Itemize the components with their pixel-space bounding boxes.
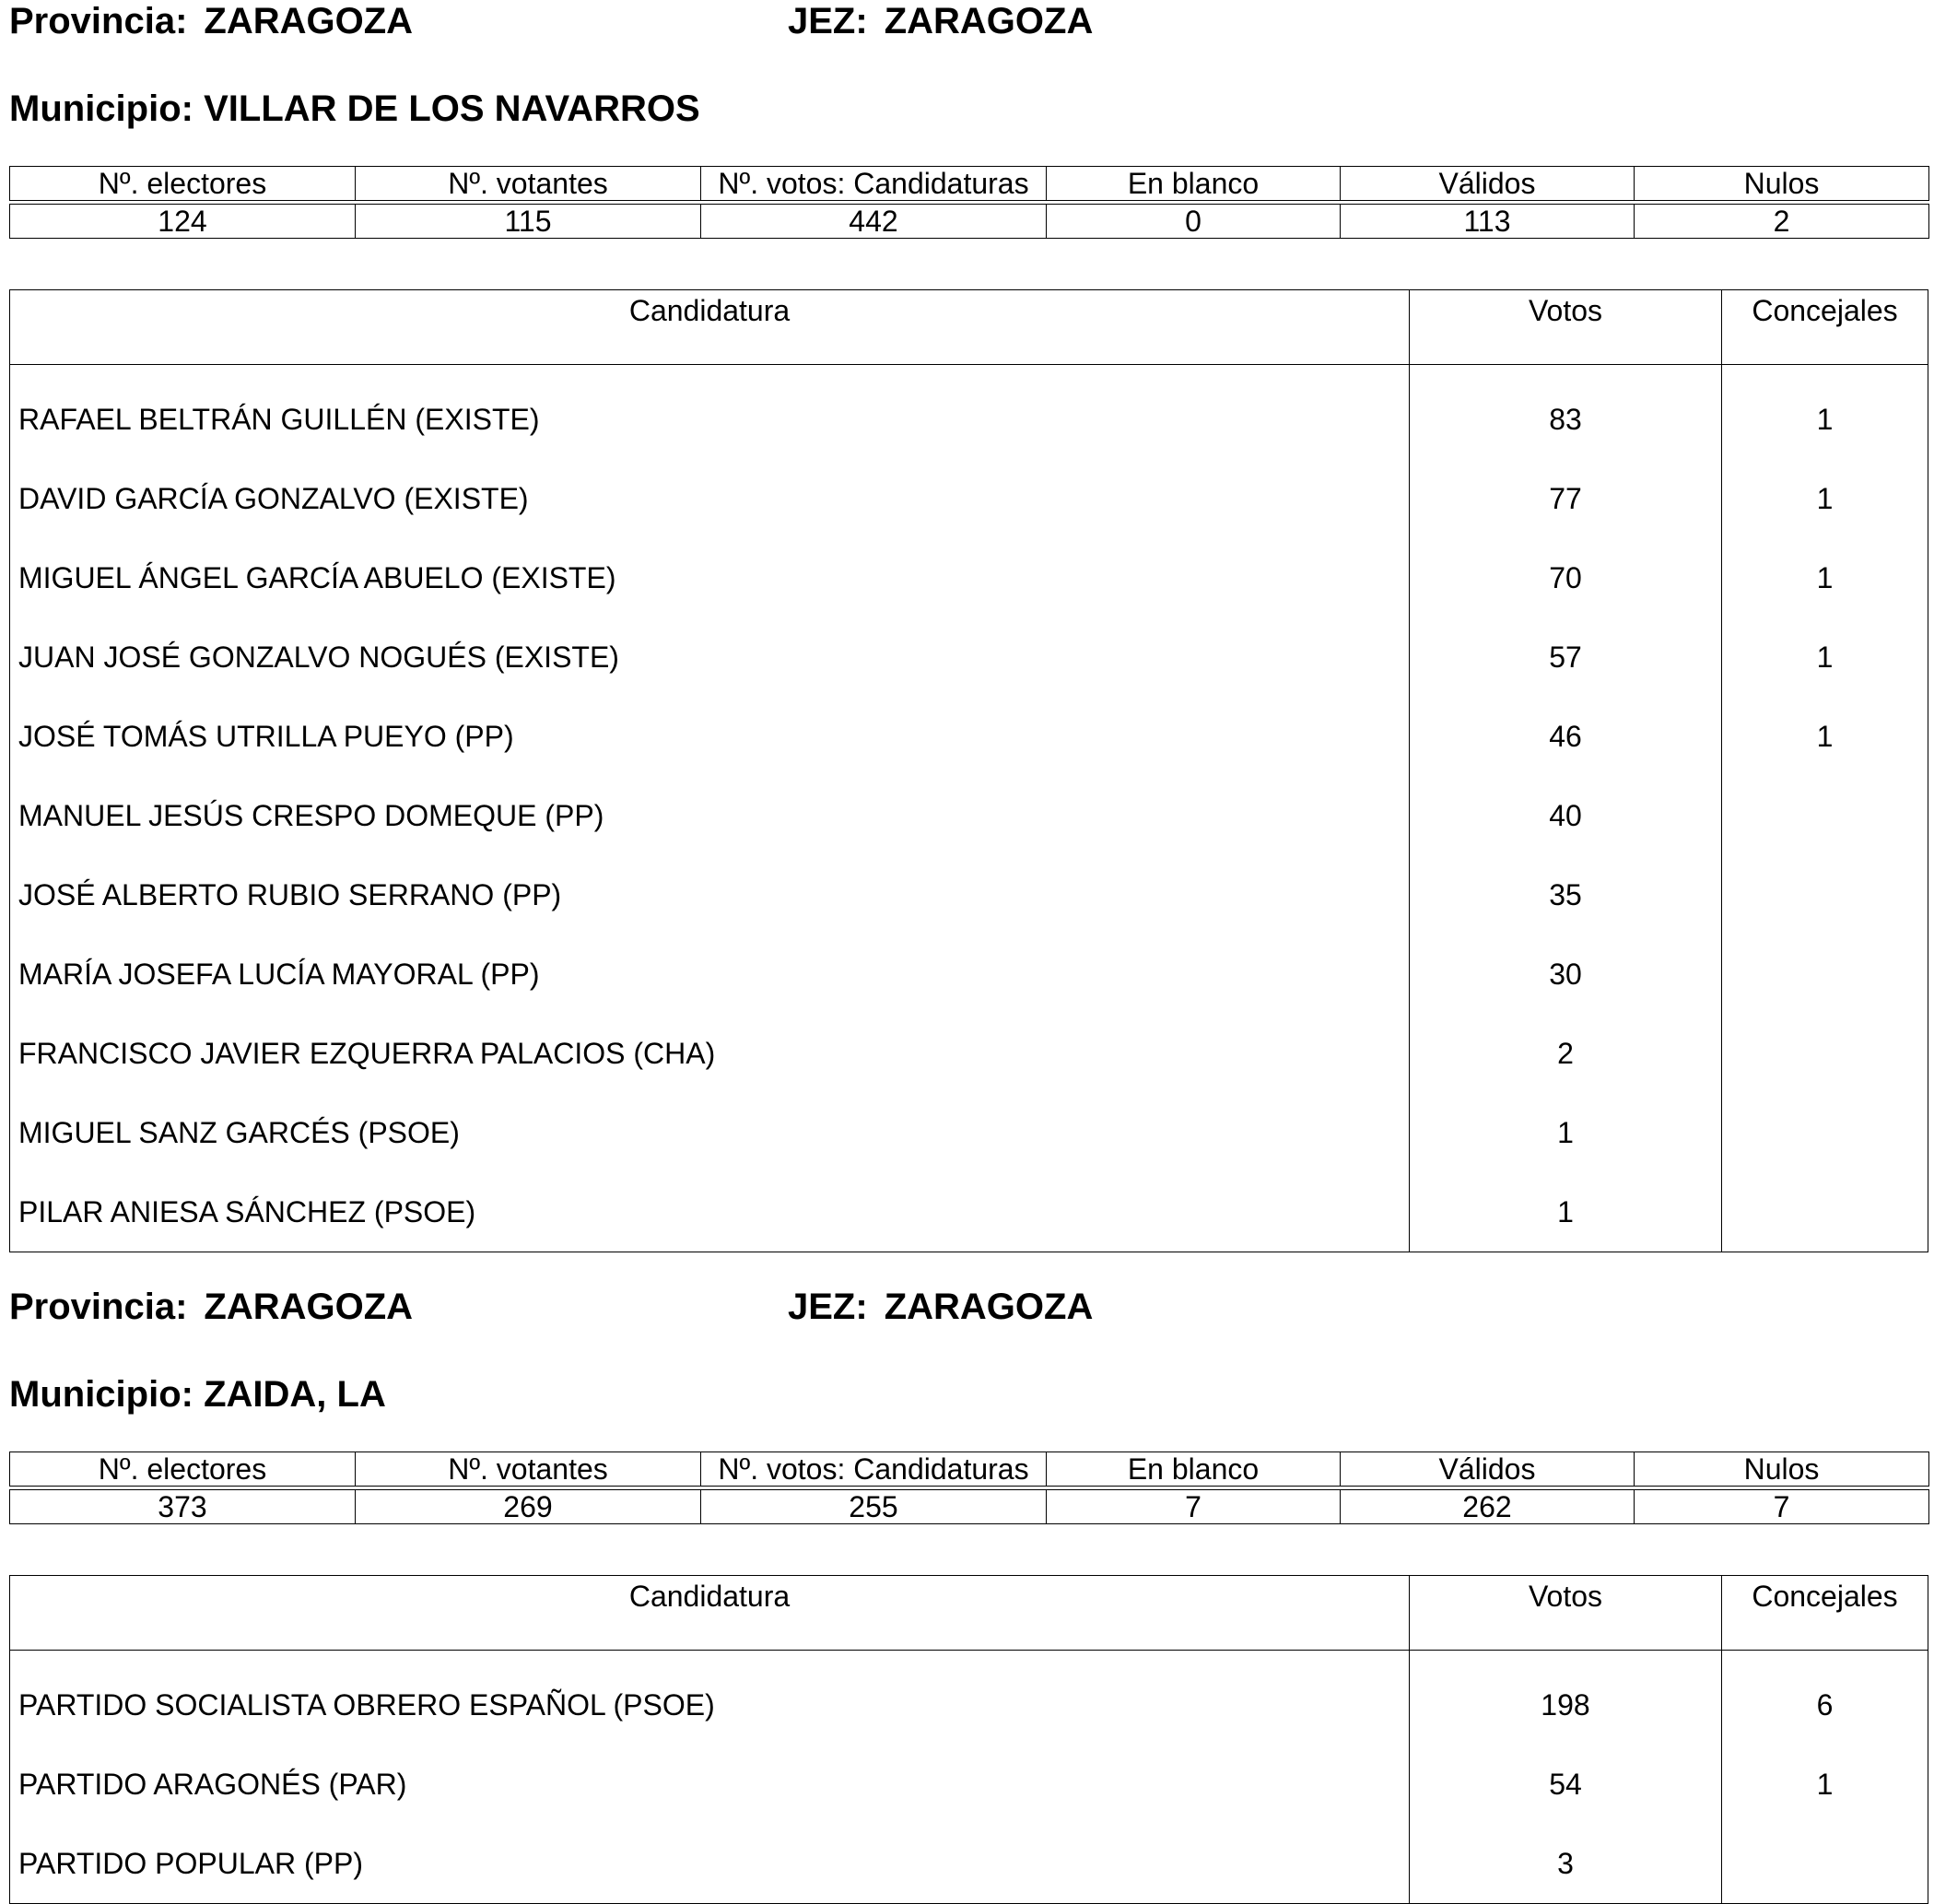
candidate-votes: 77 bbox=[1410, 459, 1722, 538]
candidate-votes: 198 bbox=[1410, 1665, 1722, 1745]
candidate-name: MARÍA JOSEFA LUCÍA MAYORAL (PP) bbox=[10, 934, 1410, 1014]
stats-header-row bbox=[10, 167, 1929, 201]
table-row bbox=[10, 1093, 1928, 1172]
municipio-value: VILLAR DE LOS NAVARROS bbox=[204, 88, 700, 129]
table-row bbox=[10, 934, 1928, 1014]
provincia-label: Provincia: bbox=[9, 1287, 188, 1327]
candidates-table bbox=[9, 1575, 1928, 1904]
stats-header-votantes: Nº. votantes bbox=[356, 167, 701, 201]
table-row bbox=[10, 1745, 1928, 1824]
candidate-name: JOSÉ TOMÁS UTRILLA PUEYO (PP) bbox=[10, 697, 1410, 776]
candidate-name: DAVID GARCÍA GONZALVO (EXISTE) bbox=[10, 459, 1410, 538]
candidate-votes: 35 bbox=[1410, 855, 1722, 934]
candidate-seats: 1 bbox=[1816, 720, 1834, 753]
candidate-votes: 1 bbox=[1410, 1172, 1722, 1252]
municipio-label: Municipio: bbox=[9, 88, 193, 129]
stats-value-validos: 262 bbox=[1341, 1490, 1635, 1524]
stats-value-votos-candidaturas: 442 bbox=[701, 205, 1047, 239]
candidate-seats bbox=[1722, 1014, 1928, 1093]
table-row bbox=[10, 380, 1928, 459]
candidate-name: PARTIDO ARAGONÉS (PAR) bbox=[10, 1745, 1410, 1824]
stats-header-row bbox=[10, 1452, 1929, 1487]
stats-table bbox=[9, 1452, 1929, 1524]
stats-value-row bbox=[10, 205, 1929, 239]
stats-header-votantes: Nº. votantes bbox=[356, 1452, 701, 1487]
candidate-seats: 6 bbox=[1816, 1688, 1834, 1722]
candidates-table bbox=[9, 289, 1928, 1252]
stats-value-row bbox=[10, 1490, 1929, 1524]
municipio-label: Municipio: bbox=[9, 1374, 193, 1415]
header-concejales: Concejales bbox=[1752, 1580, 1898, 1613]
stats-value-electores: 373 bbox=[10, 1490, 356, 1524]
table-row bbox=[10, 1014, 1928, 1093]
candidate-votes: 30 bbox=[1410, 934, 1722, 1014]
provincia-heading bbox=[9, 0, 413, 42]
header-candidatura: Candidatura bbox=[10, 290, 1410, 364]
candidate-name: FRANCISCO JAVIER EZQUERRA PALACIOS (CHA) bbox=[10, 1014, 1410, 1093]
stats-header-votos-candidaturas: Nº. votos: Candidaturas bbox=[701, 167, 1047, 201]
stats-header-en-blanco: En blanco bbox=[1047, 167, 1341, 201]
candidate-name: MIGUEL SANZ GARCÉS (PSOE) bbox=[10, 1093, 1410, 1172]
candidate-votes: 70 bbox=[1410, 538, 1722, 617]
stats-header-electores: Nº. electores bbox=[10, 1452, 356, 1487]
candidate-seats bbox=[1722, 934, 1928, 1014]
stats-header-nulos: Nulos bbox=[1635, 167, 1929, 201]
candidate-name: PARTIDO POPULAR (PP) bbox=[10, 1824, 1410, 1903]
header-candidatura: Candidatura bbox=[10, 1576, 1410, 1650]
candidate-name: MIGUEL ÁNGEL GARCÍA ABUELO (EXISTE) bbox=[10, 538, 1410, 617]
candidate-name: PARTIDO SOCIALISTA OBRERO ESPAÑOL (PSOE) bbox=[10, 1665, 1410, 1745]
candidate-name: JUAN JOSÉ GONZALVO NOGUÉS (EXISTE) bbox=[10, 617, 1410, 697]
candidate-seats bbox=[1722, 1824, 1928, 1903]
table-row bbox=[10, 776, 1928, 855]
stats-table bbox=[9, 166, 1929, 239]
stats-value-en-blanco: 7 bbox=[1047, 1490, 1341, 1524]
candidate-votes: 1 bbox=[1410, 1093, 1722, 1172]
table-row bbox=[10, 459, 1928, 538]
candidate-votes: 54 bbox=[1410, 1745, 1722, 1824]
candidate-votes: 3 bbox=[1410, 1824, 1722, 1903]
header-concejales: Concejales bbox=[1752, 294, 1898, 327]
header-votos: Votos bbox=[1410, 1576, 1722, 1650]
candidate-seats bbox=[1722, 776, 1928, 855]
municipio-heading bbox=[9, 1373, 386, 1416]
candidate-seats: 1 bbox=[1816, 403, 1834, 436]
municipio-value: ZAIDA, LA bbox=[204, 1374, 386, 1415]
candidate-seats bbox=[1722, 855, 1928, 934]
stats-value-votos-candidaturas: 255 bbox=[701, 1490, 1047, 1524]
jez-value: ZARAGOZA bbox=[884, 1287, 1094, 1327]
provincia-value: ZARAGOZA bbox=[204, 1287, 414, 1327]
stats-header-electores: Nº. electores bbox=[10, 167, 356, 201]
candidate-seats: 1 bbox=[1816, 1768, 1834, 1801]
stats-header-validos: Válidos bbox=[1341, 167, 1635, 201]
stats-value-votantes: 269 bbox=[356, 1490, 701, 1524]
table-row bbox=[10, 538, 1928, 617]
candidate-seats bbox=[1722, 1093, 1928, 1172]
candidate-name: RAFAEL BELTRÁN GUILLÉN (EXISTE) bbox=[10, 380, 1410, 459]
candidate-name: JOSÉ ALBERTO RUBIO SERRANO (PP) bbox=[10, 855, 1410, 934]
candidate-votes: 2 bbox=[1410, 1014, 1722, 1093]
table-row bbox=[10, 1824, 1928, 1903]
candidates-header-row bbox=[10, 290, 1928, 365]
stats-value-nulos: 2 bbox=[1635, 205, 1929, 239]
table-row bbox=[10, 1665, 1928, 1745]
jez-value: ZARAGOZA bbox=[884, 1, 1094, 41]
candidate-seats: 1 bbox=[1816, 641, 1834, 674]
stats-header-en-blanco: En blanco bbox=[1047, 1452, 1341, 1487]
stats-value-en-blanco: 0 bbox=[1047, 205, 1341, 239]
candidate-votes: 83 bbox=[1410, 380, 1722, 459]
candidate-seats bbox=[1722, 1172, 1928, 1252]
candidate-votes: 46 bbox=[1410, 697, 1722, 776]
stats-value-nulos: 7 bbox=[1635, 1490, 1929, 1524]
table-row bbox=[10, 697, 1928, 776]
jez-label: JEZ: bbox=[788, 1287, 868, 1327]
provincia-label: Provincia: bbox=[9, 1, 188, 41]
stats-header-validos: Válidos bbox=[1341, 1452, 1635, 1487]
candidate-seats: 1 bbox=[1816, 561, 1834, 594]
candidate-votes: 40 bbox=[1410, 776, 1722, 855]
municipio-heading bbox=[9, 88, 700, 130]
candidate-name: PILAR ANIESA SÁNCHEZ (PSOE) bbox=[10, 1172, 1410, 1252]
candidate-votes: 57 bbox=[1410, 617, 1722, 697]
table-row bbox=[10, 855, 1928, 934]
stats-value-electores: 124 bbox=[10, 205, 356, 239]
jez-heading bbox=[788, 1286, 1093, 1328]
candidate-name: MANUEL JESÚS CRESPO DOMEQUE (PP) bbox=[10, 776, 1410, 855]
provincia-heading bbox=[9, 1286, 413, 1328]
candidates-header-row bbox=[10, 1576, 1928, 1651]
candidate-seats: 1 bbox=[1816, 482, 1834, 515]
header-votos: Votos bbox=[1410, 290, 1722, 364]
provincia-value: ZARAGOZA bbox=[204, 1, 414, 41]
stats-header-votos-candidaturas: Nº. votos: Candidaturas bbox=[701, 1452, 1047, 1487]
jez-heading bbox=[788, 0, 1093, 42]
stats-header-nulos: Nulos bbox=[1635, 1452, 1929, 1487]
table-row bbox=[10, 617, 1928, 697]
table-row bbox=[10, 1172, 1928, 1252]
stats-value-validos: 113 bbox=[1341, 205, 1635, 239]
stats-value-votantes: 115 bbox=[356, 205, 701, 239]
jez-label: JEZ: bbox=[788, 1, 868, 41]
